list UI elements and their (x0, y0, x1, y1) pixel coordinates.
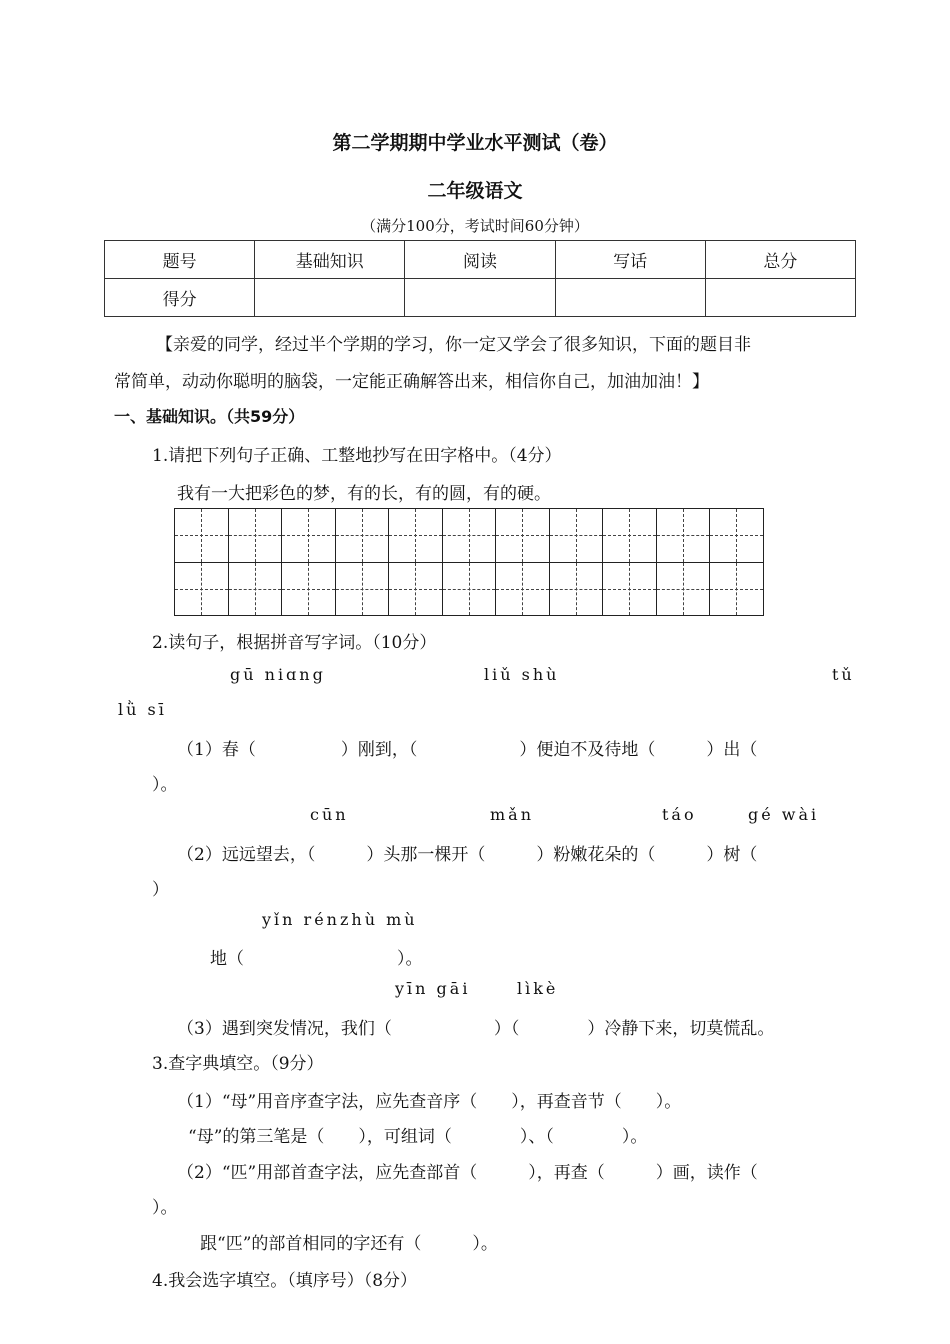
q1-title: 1.请把下列句子正确、工整地抄写在田字格中。（4分） (152, 446, 562, 466)
q3-title: 3.查字典填空。（9分） (152, 1054, 324, 1074)
score-table (104, 240, 856, 317)
pinyin: gé wài (748, 805, 820, 824)
pinyin: liǔ shù (484, 665, 560, 684)
page-title: 第二学期期中学业水平测试（卷） (332, 132, 618, 154)
q2-sentence-1-end: ）。 (152, 775, 178, 795)
score-table-header: 题号 (105, 241, 255, 279)
grid-cell[interactable] (656, 508, 711, 563)
q2-sentence-2-end: ） (152, 880, 169, 900)
q3-line-1: （1）“母”用音序查字法，应先查音序（ ），再查音节（ ）。 (177, 1092, 682, 1112)
grid-row (174, 508, 763, 562)
pinyin: gū niɑng (230, 665, 326, 684)
pinyin: mǎn (490, 805, 535, 824)
grid-cell[interactable] (549, 562, 604, 617)
q3-line-3: （2）“匹”用部首查字法，应先查部首（ ），再查（ ）画，读作（ (177, 1163, 758, 1183)
score-table-header: 阅读 (405, 241, 555, 279)
q2-sentence-1: （1）春（ ）刚到，（ ）便迫不及待地（ ）出（ (177, 740, 758, 760)
q3-line-4: 跟“匹”的部首相同的字还有（ ）。 (200, 1234, 498, 1254)
grid-row (174, 562, 763, 616)
grid-cell[interactable] (335, 508, 390, 563)
page-subtitle: 二年级语文 (427, 180, 523, 202)
grid-cell[interactable] (174, 562, 229, 617)
grid-cell[interactable] (228, 508, 283, 563)
score-table-header-row (105, 241, 856, 279)
grid-cell[interactable] (228, 562, 283, 617)
score-table-header: 写话 (555, 241, 705, 279)
score-table-header: 总分 (705, 241, 855, 279)
grid-cell[interactable] (495, 562, 550, 617)
pinyin: yǐn rénzhù mù (262, 910, 418, 929)
grid-cell[interactable] (174, 508, 229, 563)
q4-title: 4.我会选字填空。（填序号）（8分） (152, 1271, 418, 1291)
grid-cell[interactable] (388, 508, 443, 563)
grid-cell[interactable] (549, 508, 604, 563)
grid-cell[interactable] (602, 508, 657, 563)
q3-line-2: “母”的第三笔是（ ），可组词（ ）、（ ）。 (188, 1127, 648, 1147)
q2-sentence-2-cont: 地（ ）。 (210, 949, 423, 969)
grid-cell[interactable] (281, 562, 336, 617)
q1-sentence: 我有一大把彩色的梦，有的长，有的圆，有的硬。 (177, 484, 551, 504)
score-table-header: 基础知识 (255, 241, 405, 279)
grid-cell[interactable] (709, 562, 764, 617)
q2-sentence-2: （2）远远望去，（ ）头那一棵开（ ）粉嫩花朵的（ ）树（ (177, 845, 758, 865)
writing-grid (174, 508, 763, 615)
q3-line-3-end: ）。 (152, 1198, 178, 1218)
grid-cell[interactable] (709, 508, 764, 563)
grid-cell[interactable] (495, 508, 550, 563)
q2-title: 2.读句子，根据拼音写字词。（10分） (152, 633, 437, 653)
grid-cell[interactable] (602, 562, 657, 617)
grid-cell[interactable] (442, 508, 497, 563)
pinyin: tǔ (832, 665, 855, 684)
exam-note: （满分100分，考试时间60分钟） (361, 217, 589, 235)
intro-line-2: 常简单，动动你聪明的脑袋，一定能正确解答出来，相信你自己，加油加油！】 (114, 372, 709, 392)
score-cell[interactable] (555, 279, 705, 317)
grid-cell[interactable] (281, 508, 336, 563)
grid-cell[interactable] (335, 562, 390, 617)
q2-sentence-3: （3）遇到突发情况，我们（ ）（ ）冷静下来，切莫慌乱。 (177, 1019, 775, 1039)
pinyin: táo (662, 805, 697, 824)
section-heading-basics: 一、基础知识。（共59分） (114, 407, 305, 426)
grid-cell[interactable] (388, 562, 443, 617)
score-cell[interactable] (405, 279, 555, 317)
intro-line-1: 【亲爱的同学，经过半个学期的学习，你一定又学会了很多知识，下面的题目非 (156, 335, 751, 355)
pinyin: lǜ sī (118, 700, 167, 719)
grid-cell[interactable] (656, 562, 711, 617)
score-row-label: 得分 (105, 279, 255, 317)
pinyin: cūn (310, 805, 349, 824)
score-cell[interactable] (705, 279, 855, 317)
pinyin: yīn gāi (395, 979, 471, 998)
score-table-row (105, 279, 856, 317)
grid-cell[interactable] (442, 562, 497, 617)
pinyin: lìkè (517, 979, 559, 998)
score-cell[interactable] (255, 279, 405, 317)
